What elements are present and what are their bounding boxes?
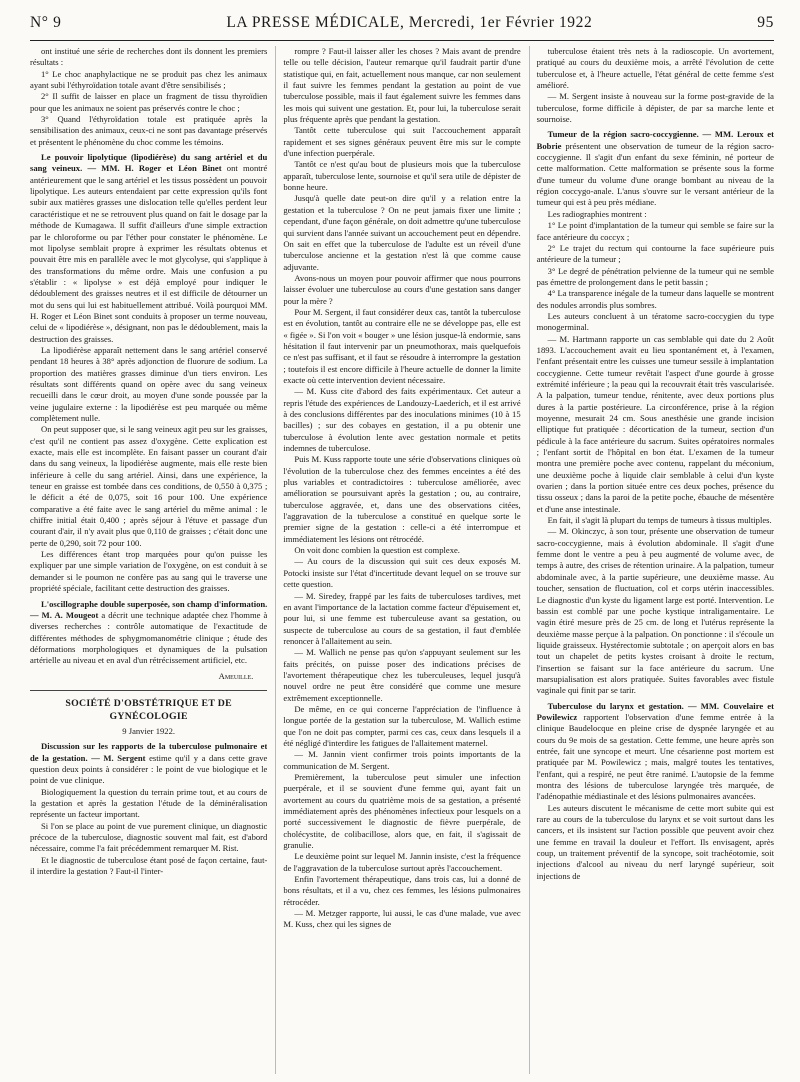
report-text: rapportent l'observation d'une femme entrée à la clinique Baudelocque en pleine crise de dyspnée laryngée et au cours du 9e mois de sa gestation. Cette femme, une heure après son entrée, fait une syncope et meurt. Une césarienne post mortem est pratiquée par M. Powilewicz ; mais, malgré toutes les tentatives, l'enfant, qui a respiré, ne peut être ranimé. L'autopsie de la femme montra des lésions de tuberculose laryngée très marquée, de l'adénopathie médiastinale et des lésions pulmonaires avancées. <box>536 711 774 802</box>
report-heading-tuberculose-larynx <box>537 701 774 803</box>
paragraph: 4° La transparence inégale de la tumeur dans laquelle se montrent des nodules arrondis plus sombres. <box>536 288 774 310</box>
paragraph: — M. Wallich ne pense pas qu'on s'appuyant seulement sur les faits précités, on puisse poser des indications précises de l'avortement thérapeutique chez les tuberculeuses, lequel jusqu'à nouvel ordre ne peut être considéré que comme une mesure extrêmement exceptionnelle. <box>283 647 521 703</box>
report-text: estime qu'il y a dans cette grave question deux points à considérer : le point de vue biologique et le point de vue clinique. <box>30 752 268 786</box>
page-number: 95 <box>757 14 774 31</box>
paragraph: ont institué une série de recherches dont ils donnent les premiers résultats : <box>30 46 268 68</box>
paragraph: Puis M. Kuss rapporte toute une série d'observations cliniques où l'évolution de la tuberculose chez des femmes enceintes a été des plus variables et contradictoires : tuberculose améliorée, avec amélioration se poursuivant après la gestation ; ou, au contraire, tuberculose aggravée, et, dans une des observations citées, l'aggravation de la tuberculose a constitué en quelque sorte le premier signe de la gestation : celle-ci a été interrompue et immédiatement les lésions ont rétrocédé. <box>283 454 521 544</box>
issue-number: N° 9 <box>30 14 62 31</box>
paragraph: Jusqu'à quelle date peut-on dire qu'il y a relation entre la gestation et la tuberculose ? On ne peut jamais fixer une limite ; cependant, d'une façon générale, on doit admettre qu'une tuberculose qui survient dans l'année suivant un accouchement peut en dépendre. On sait en effet que la tuberculose de l'adulte est un réveil d'une tuberculose ancienne et la gestation n'est là que comme cause adjuvante. <box>283 193 521 272</box>
paragraph: Avons-nous un moyen pour pouvoir affirmer que nous pourrons laisser évoluer une tuberculose au cours d'une gestation sans danger pour la mère ? <box>283 272 521 306</box>
paragraph: Pour M. Sergent, il faut considérer deux cas, tantôt la tuberculose est en évolution, tantôt au contraire elle ne se développe pas, elle est « figée ». Si l'on voit « bouger » une lésion jusque-là endormie, sans hésitation il faut intervenir par un pneumothorax, mais quelquefois ce n'est pas suffisant, et il faut se résoudre à interrompre la gestation ; toutefois il est encore difficile à l'heure actuelle de donner la limite exacte où cette intervention devient nécessaire. <box>283 306 521 385</box>
paragraph: 1° Le choc anaphylactique ne se produit pas chez les animaux ayant subi l'éthyroïdation totale avant d'être sensibilisés ; <box>30 68 268 91</box>
page-header <box>30 14 774 36</box>
report-title: Tuberculose du larynx et gestation. — MM. Couvelaire et Powilewicz <box>536 700 774 722</box>
paragraph: — M. Hartmann rapporte un cas semblable qui date du 2 Août 1893. L'accouchement avait eu lieu spontanément et, à l'examen, l'enfant présentait entre les cuisses une tumeur sessile à implantation coccygienne. Cette tumeur revêtait l'aspect d'une gourde à grosse extrémité inférieure ; la peau qui la recouvrait était très vascularisée. A la palpation, tumeur tendue, rénitente, avec deux portions plus dures à la partie postérieure. La circonférence, prise à la région moyenne, mesurait 24 cm. Sous anesthésie une grande incision elliptique fut pratiquée : décortication de la tumeur, section d'un pédicule à la face antérieure du sacrum. Suites opératoires normales ; l'enfant sortit de l'hôpital en bon état. L'examen de la tumeur montra une première poche avec contenu, rappelant du méconium, une deuxième poche à liquide clair semblable à celui d'un kyste ovarien ; dans la portion située entre ces deux poches, présence du tissu osseux ; dans la paroi de la petite poche, ébauche de mésentère et d'une anse intestinale. <box>536 333 774 514</box>
paragraph: tuberculose étaient très nets à la radioscopie. Un avortement, pratiqué au cours du deuxième mois, a arrêté l'évolution de cette tuberculose et, à l'heure actuelle, l'état général de cette femme s'est amélioré. <box>536 46 774 91</box>
report-heading-oscillographe <box>30 599 267 667</box>
paragraph: On voit donc combien la question est complexe. <box>294 545 460 556</box>
paragraph: Et le diagnostic de tuberculose étant posé de façon certaine, faut-il interdire la gestation ? Faut-il l'inter- <box>30 854 268 877</box>
article-columns <box>30 46 774 1074</box>
paragraph: — M. Siredey, frappé par les faits de tuberculoses tardives, met en avant l'importance de la lactation comme facteur d'épuisement et, pour lui, si une femme est tuberculeuse avant sa gestation, ou suspecte de tuberculose au cours de sa gestation, il faut d'emblée renoncer à l'allaitement au sein. <box>283 590 521 646</box>
paragraph: Le deuxième point sur lequel M. Jannin insiste, c'est la fréquence de l'aggravation de la tuberculose surtout après l'accouchement. <box>283 851 521 873</box>
column-3 <box>529 46 774 1074</box>
paragraph: En fait, il s'agit là plupart du temps de tumeurs à tissus multiples. <box>547 515 772 526</box>
paragraph: — M. Kuss cite d'abord des faits expérimentaux. Cet auteur a repris l'étude des expériences de Landouzy-Laederich, et il est arrivé à des conclusions différentes par des inoculations minimes (10 à 15 bacilles) ; sur des cobayes en gestation, il a pu obtenir une tuberculose à évolution lente avec gestation normale et petits indemnes de tuberculose. <box>283 386 521 454</box>
paragraph: — M. Metzger rapporte, lui aussi, le cas d'une malade, vue avec M. Kuss, chez qui les signes de <box>283 908 521 930</box>
paragraph: On peut supposer que, si le sang veineux agit peu sur les graisses, c'est qu'il ne contient pas assez d'oxygène. Cette explication est exacte, mais elle est incomplète. En faisant passer un courant d'air dans du sang veineux, la lipodiérèse augmente, mais elle reste bien inférieure à celle du sang artériel. Ainsi, dans une expérience, la teneur en graisse est tombée dans ces conditions, de 0,550 à 0,375 ; le déficit a été de 0,075, soit 16 pour 100. Une expérience comparative a été faite avec le sang artériel du même animal : le chiffre initial était 0,400 ; après séjour à l'étuve et passage d'un courant d'air, il n'y avait plus que 0,110 de graisses ; c'était donc une perte de 0,290, soit 72 pour 100. <box>30 424 268 548</box>
paragraph: 3° Le degré de pénétration pelvienne de la tumeur qui ne semble pas émettre de prolongement dans le petit bassin ; <box>536 265 774 287</box>
report-text: présentent une observation de tumeur de la région sacro-coccygienne. Il s'agit d'un enfant du sexe féminin, né porteur de cette malformation. Cette malformation se présente sous la forme d'une tumeur du volume d'une orange bombant au niveau de la région coccygo-anale. L'anus s'ouvre sur le versant antérieur de la tumeur qui est à peu près médiane. <box>536 140 774 208</box>
paragraph: Biologiquement la question du terrain prime tout, et au cours de la gestation et après la gestation l'étude de la déminéralisation représente un facteur important. <box>30 786 268 820</box>
session-date: 9 Janvier 1922. <box>122 725 176 736</box>
header-rule <box>30 40 774 41</box>
paragraph: Les différences étant trop marquées pour qu'on puisse les expliquer par une simple variation de l'oxygène, on est conduit à se demander si le poumon ne confère pas au sang qui le traverse une propriété spéciale, facilitant cette destruction des graisses. <box>30 549 268 594</box>
column-1 <box>30 46 267 1074</box>
paragraph: 2° Il suffit de laisser en place un fragment de tissu thyroïdien pour que les animaux ne soient pas préservés contre le choc ; <box>30 91 268 113</box>
paragraph: Si l'on se place au point de vue purement clinique, un diagnostic précoce de la tuberculose, diagnostic souvent mal fait, est d'abord nécessaire, comme l'a fait précédemment remarquer M. Rist. <box>30 820 268 854</box>
paragraph: Les auteurs concluent à un tératome sacro-coccygien du type monogerminal. <box>536 310 774 333</box>
section-title: SOCIÉTÉ D'OBSTÉTRIQUE ET DE GYNÉCOLOGIE <box>65 697 232 722</box>
section-divider <box>30 690 267 691</box>
journal-title-line <box>226 14 592 32</box>
journal-title: LA PRESSE MÉDICALE <box>226 14 400 31</box>
issue-date: , Mercredi, 1er Février 1922 <box>399 14 593 31</box>
report-heading-lipodierese <box>30 152 267 345</box>
report-text: ont montré antérieurement que le sang artériel et les tissus possèdent un pouvoir lipolytique. Les auteurs entendaient par cette expression qu'ils font subir aux matières grasses une dislocation telle qu'elles perdent leur caractéristique et ne se retrouvent plus quand on fait le dosage par la méthode de Kumagawa. Il suffit d'ailleurs d'une simple extraction par le chloroforme ou par l'éther pour constater le phénomène. Le mot lipolyse semblait propre à exprimer les résultats obtenus et pouvait être mis en parallèle avec le mot glycolyse, qui s'applique à des transformations du même ordre. Mais une confusion a pu s'établir : « lipolyse » est déjà employé pour indiquer le dédoublement des graisses neutres et il est difficile de détourner un mot du sens qui lui est habituellement attribué. Voilà pourquoi MM. H. Roger et Léon Binet sont conduits à proposer un terme nouveau, celui de « lipodiérèse », désignant, non pas le dédoublement, mais la destruction des graisses. <box>30 163 268 344</box>
paragraph: Premièrement, la tuberculose peut simuler une infection puerpérale, et il se souvient d'une femme qui, ayant fait un avortement au cours du quatrième mois de sa gestation, a présenté immédiatement après des phénomènes infectieux pour lesquels on a porté successivement le diagnostic de fièvre puerpérale, de cholécystite, de colibacillose, alors que, en fait, il s'agissait de granulie. <box>283 772 521 851</box>
report-heading-tuberculose-gestation <box>30 741 267 786</box>
paragraph: La lipodiérèse apparaît nettement dans le sang artériel conservé pendant 18 heures à 38° après adjonction de fluorure de sodium. La proportion des matières grasses diminue d'un tiers environ. Les résultats sont différents quand on opère avec du sang veineux recueilli dans le cœur droit, au moyen d'une sonde poussée par la veine jugulaire externe : la lipodiérèse est peu marquée ou même complètement nulle. <box>30 344 268 423</box>
paragraph: rompre ? Faut-il laisser aller les choses ? Mais avant de prendre telle ou telle décision, l'auteur remarque qu'il faudrait partir d'une statistique qui, en fait, actuellement nous manque, car non seulement il faut suivre les femmes pendant la gestation au point de vue tuberculose possible, mais il faut également suivre les femmes dans les mois qui suivent une gestation. Et, pour lui, la tuberculose serait plus fréquente après que pendant la gestation. <box>283 46 521 125</box>
paragraph: Tantôt ce n'est qu'au bout de plusieurs mois que la tuberculose apparaît, tuberculose lente, sournoise et qu'il sera utile de dépister de bonne heure. <box>283 159 521 193</box>
paragraph: 2° Le trajet du rectum qui contourne la face supérieure puis antérieure de la tumeur ; <box>536 242 774 265</box>
paragraph: — M. Jannin vient confirmer trois points importants de la communication de M. Sergent. <box>283 749 521 771</box>
report-text: a décrit une technique adaptée chez l'homme à diverses recherches : contrôle automatique de l'exactitude de différentes méthodes de sphygmomanométrie clinique ; étude des déformations morphologiques et dynamiques de la pulsation artérielle au niveau et en aval d'un rétrécissement artificiel, etc. <box>30 609 268 666</box>
paragraph: — Au cours de la discussion qui suit ces deux exposés M. Potocki insiste sur l'état d'incertitude devant lequel on se trouve sur cette question. <box>283 556 521 590</box>
report-title: Le pouvoir lipolytique (lipodiérèse) du sang artériel et du sang veineux. — MM. H. Roger et Léon Binet <box>30 152 268 174</box>
paragraph: 1° Le point d'implantation de la tumeur qui semble se faire sur la face antérieure du coccyx ; <box>536 220 774 242</box>
report-title: Discussion sur les rapports de la tuberculose pulmonaire et de la gestation. — M. Sergent <box>30 741 268 763</box>
author-signature: Ameuille. <box>218 670 254 681</box>
paragraph: De même, en ce qui concerne l'appréciation de l'influence à longue portée de la gestation sur la tuberculose, M. Wallich estime que l'on ne doit pas compter, parmi ces cas, ceux dans lesquels il a été négligé d'interdire les fatigues de l'allaitement maternel. <box>283 703 521 748</box>
report-heading-tumeur-sacro-coccygienne <box>537 129 774 208</box>
column-2 <box>275 46 520 1074</box>
report-title: L'oscillographe double superposée, son champ d'information. — M. A. Mougeot <box>30 598 268 620</box>
paragraph: Les auteurs discutent le mécanisme de cette mort subite qui est rare au cours de la tuberculose du larynx et se voit surtout dans les cancers, et ils insistent sur l'action possible que peuvent avoir chez une femme en travail la douleur et l'effort. Ils envisagent, après coup, un traitement préventif de la syncope, soit trachéotomie, soit injections d'alcool au niveau du nerf laryngé supérieur, soit injections de <box>536 802 774 881</box>
paragraph: Les radiographies montrent : <box>547 208 647 219</box>
paragraph: 3° Quand l'éthyroïdation totale est pratiquée après la sensibilisation des animaux, ceux-ci ne sont pas davantage préservés et présentent le phénomène du choc comme les témoins. <box>30 114 268 147</box>
report-title: Tumeur de la région sacro-coccygienne. — MM. Leroux et Bobrie <box>536 129 774 151</box>
paragraph: — M. Okinczyc, à son tour, présente une observation de tumeur sacro-coccygienne, mais à évolution abdominale. Il s'agit d'une femme dont le ventre a peu à peu augmenté de volume avec, de temps à autre, des crises de rétention urinaire. A la palpation, tumeur abdominale avec, à la partie supérieure, une deuxième masse. Au toucher, sensation de fluctuation, col et corps utérin inaccessibles. Le diagnostic d'un kyste du ligament large est porté. Intervention. Le bassin est comblé par une poche kystique intraligamentaire. Le vagin étiré mesure près de 25 cm. de long et l'utérus représente la deuxième masse perçue à la palpation. On ponctionne : il s'écoule un liquide graisseux. Hystérectomie subtotale ; on aperçoit alors en bas tout un chapelet de petits kystes croisant à droite le rectum, l'insertion se faisant sur la face antérieure du sacrum. Une marsupialisation est alors pratiquée. Suites favorables avec fistule vaginale qui finit par se tarir. <box>536 526 774 696</box>
paragraph: Enfin l'avortement thérapeutique, dans trois cas, lui a donné de bons résultats, et il a vu, chez ces femmes, les lésions pulmonaires rétrocéder. <box>283 874 521 907</box>
paragraph: — M. Sergent insiste à nouveau sur la forme post-gravide de la tuberculose, forme difficile à dépister, de par sa marche lente et sournoise. <box>536 91 774 125</box>
paragraph: Tantôt cette tuberculose qui suit l'accouchement apparaît rapidement et ses signes généraux peuvent être mis sur le compte d'une infection puerpérale. <box>283 125 521 159</box>
